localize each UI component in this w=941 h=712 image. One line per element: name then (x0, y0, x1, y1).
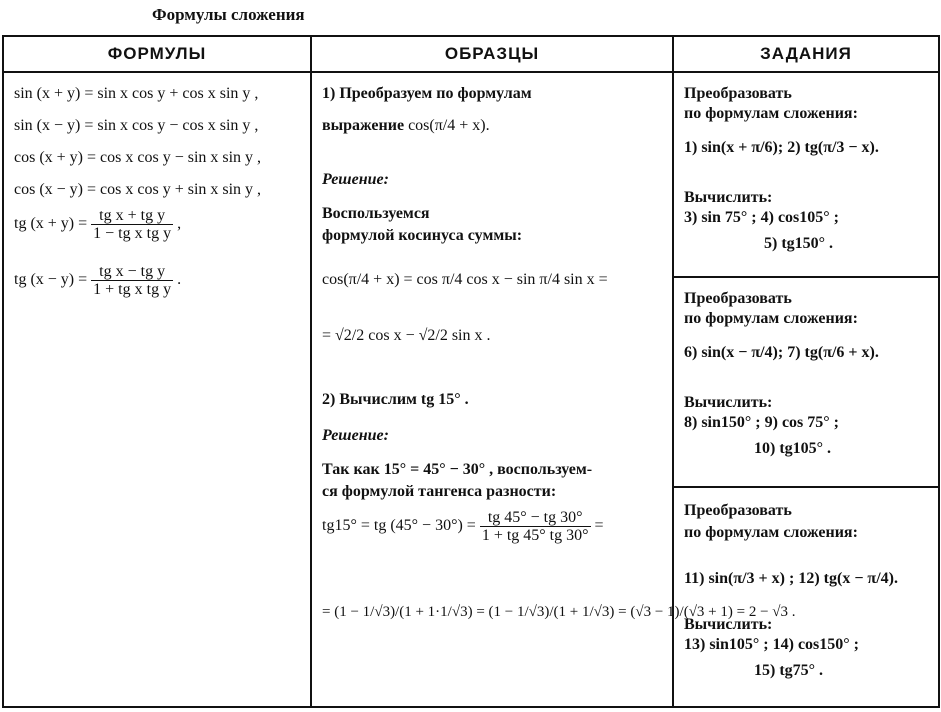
task1-heading1: Преобразовать (684, 85, 792, 102)
ex2-calc-end: = (594, 517, 604, 535)
header-row (3, 36, 939, 72)
task1-compute1: 3) sin 75° ; 4) cos105° ; (684, 209, 840, 226)
formula-sin-diff: sin (x − y) = sin x cos y − cos x sin y , (14, 117, 259, 134)
task3-compute2: 15) tg75° . (754, 662, 824, 679)
ex2-solution-line2: ся формулой тангенса разности: (322, 483, 557, 500)
ex1-line1: 1) Преобразуем по формулам (322, 85, 532, 102)
task-box-2 (674, 276, 938, 486)
header-tasks: ЗАДАНИЯ (673, 36, 939, 72)
ex2-calc-numerator: tg 45° − tg 30° (480, 509, 591, 527)
task3-compute1: 13) sin105° ; 14) cos150° ; (684, 636, 860, 653)
formulas-cell (3, 72, 311, 707)
ex2-calc-denominator: 1 + tg 45° tg 30° (481, 527, 589, 544)
task3-heading1: Преобразовать (684, 502, 792, 519)
tg-sum-end: , (177, 215, 182, 233)
content-row (3, 72, 939, 707)
ex1-line2 (322, 117, 490, 135)
task-box-3 (674, 486, 938, 698)
task2-compute2: 10) tg105° . (754, 440, 832, 457)
task1-transform: 1) sin(x + π/6); 2) tg(π/3 − x). (684, 139, 879, 156)
tg-diff-numerator: tg x − tg y (91, 263, 173, 281)
formulas-table (2, 35, 940, 708)
tg-diff-end: . (177, 271, 182, 289)
tg-sum-denominator: 1 − tg x tg y (93, 225, 172, 242)
ex1-expression: cos(π/4 + x). (408, 117, 490, 134)
ex2-calc-line2: = (1 − 1/√3)/(1 + 1·1/√3) = (1 − 1/√3)/(1 + 1/√3) = (√3 − 1)/(√3 + 1) = 2 − √3 . (322, 604, 796, 620)
formula-cos-sum: cos (x + y) = cos x cos y − sin x sin y , (14, 149, 262, 166)
task3-transform: 11) sin(π/3 + x) ; 12) tg(x − π/4). (684, 570, 898, 587)
task1-compute2: 5) tg150° . (764, 235, 834, 252)
task3-heading2: по формулам сложения: (684, 524, 858, 541)
ex1-calc-line2: = √2/2 cos x − √2/2 sin x . (322, 327, 491, 344)
ex1-solution-line1: Воспользуемся (322, 205, 430, 222)
task2-transform: 6) sin(x − π/4); 7) tg(π/6 + x). (684, 344, 879, 361)
tg-sum-lhs: tg (x + y) = (14, 215, 88, 233)
tg-sum-numerator: tg x + tg y (91, 207, 173, 225)
task2-compute1: 8) sin150° ; 9) cos 75° ; (684, 414, 840, 431)
solution-label-1: Решение: (322, 171, 389, 188)
header-formulas: ФОРМУЛЫ (3, 36, 311, 72)
header-examples: ОБРАЗЦЫ (311, 36, 673, 72)
formula-tg-sum (14, 207, 181, 242)
task2-heading1: Преобразовать (684, 290, 792, 307)
ex2-line1: 2) Вычислим tg 15° . (322, 391, 469, 408)
tg-diff-lhs: tg (x − y) = (14, 271, 88, 289)
formula-tg-diff (14, 263, 181, 298)
task2-heading2: по формулам сложения: (684, 310, 858, 327)
task-box-1 (674, 73, 938, 276)
ex2-calc-fraction (480, 509, 591, 544)
ex2-calc-line1 (322, 509, 604, 544)
task3-compute-label: Вычислить: (684, 616, 773, 633)
task1-heading2: по формулам сложения: (684, 105, 858, 122)
page-title: Формулы сложения (152, 5, 305, 24)
ex1-word: выражение (322, 117, 405, 134)
ex1-solution-line2: формулой косинуса суммы: (322, 227, 523, 244)
solution-label-2: Решение: (322, 427, 389, 444)
tg-diff-denominator: 1 + tg x tg y (93, 281, 172, 298)
tasks-cell (673, 72, 939, 707)
task2-compute-label: Вычислить: (684, 394, 773, 411)
task1-compute-label: Вычислить: (684, 189, 773, 206)
formula-sin-sum: sin (x + y) = sin x cos y + cos x sin y , (14, 85, 259, 102)
ex2-solution-line1: Так как 15° = 45° − 30° , воспользуем- (322, 461, 593, 478)
ex1-calc-line1: cos(π/4 + x) = cos π/4 cos x − sin π/4 sin x = (322, 271, 608, 288)
ex2-calc-lhs: tg15° = tg (45° − 30°) = (322, 517, 476, 535)
tg-diff-fraction (91, 263, 173, 298)
formula-cos-diff: cos (x − y) = cos x cos y + sin x sin y , (14, 181, 262, 198)
tg-sum-fraction (91, 207, 173, 242)
